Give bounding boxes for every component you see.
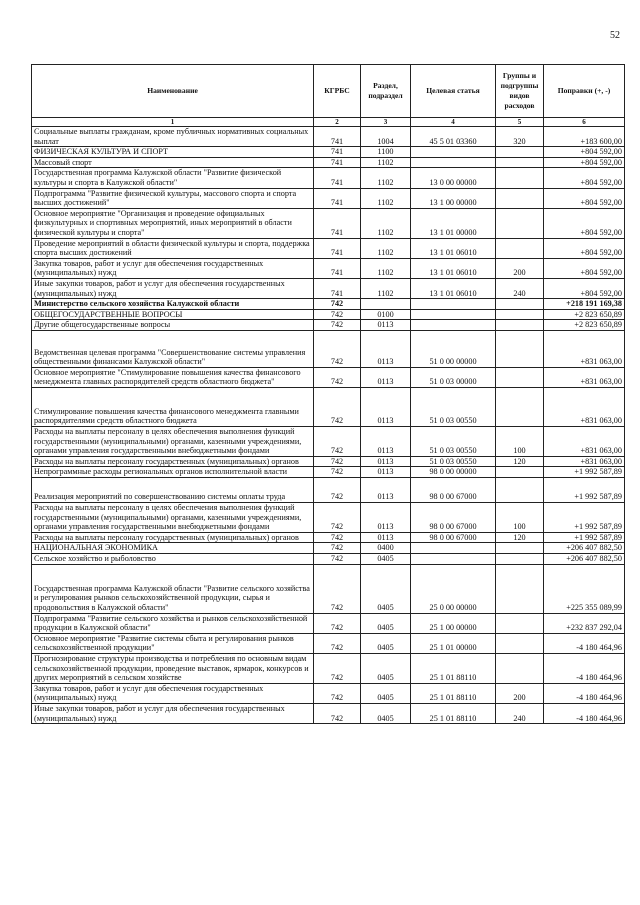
table-row — [32, 208, 625, 238]
column-number: 1 — [32, 118, 314, 127]
row-group-cell: 120 — [496, 532, 544, 543]
table-row — [32, 168, 625, 188]
row-name-cell: НАЦИОНАЛЬНАЯ ЭКОНОМИКА — [32, 543, 314, 554]
row-section-cell: 0113 — [361, 427, 411, 457]
row-name-cell: Расходы на выплаты персоналу в целях обеспечения выполнения функций государственными (муниципальными) органами, казенными учреждениями, органами управления государственными внебюджетными фондами — [32, 503, 314, 533]
row-amount-cell: +225 355 089,99 — [544, 564, 625, 613]
row-name-cell: ОБЩЕГОСУДАРСТВЕННЫЕ ВОПРОСЫ — [32, 309, 314, 320]
row-name-cell: Закупка товаров, работ и услуг для обеспечения государственных (муниципальных) нужд — [32, 258, 314, 278]
row-group-cell — [496, 188, 544, 208]
row-amount-cell: +804 592,00 — [544, 147, 625, 158]
row-amount-cell: -4 180 464,96 — [544, 633, 625, 653]
row-amount-cell: +804 592,00 — [544, 188, 625, 208]
row-name-cell: Проведение мероприятий в области физической культуры и спорта, поддержка спорта высших достижений — [32, 238, 314, 258]
row-group-cell — [496, 168, 544, 188]
row-target-cell: 51 0 03 00550 — [411, 427, 496, 457]
row-kgrbs-cell: 741 — [314, 238, 361, 258]
row-name-cell: Расходы на выплаты персоналу государственных (муниципальных) органов — [32, 456, 314, 467]
row-target-cell: 25 1 01 88110 — [411, 703, 496, 723]
table-row — [32, 188, 625, 208]
row-kgrbs-cell: 741 — [314, 127, 361, 147]
table-row — [32, 543, 625, 554]
row-amount-cell: +1 992 587,89 — [544, 478, 625, 503]
row-target-cell: 13 0 00 00000 — [411, 168, 496, 188]
row-kgrbs-cell: 741 — [314, 168, 361, 188]
row-name-cell: Реализация мероприятий по совершенствованию системы оплаты труда — [32, 478, 314, 503]
row-amount-cell: +804 592,00 — [544, 157, 625, 168]
row-name-cell: Подпрограмма "Развитие сельского хозяйства и рынков сельскохозяйственной продукции в Калужской области" — [32, 613, 314, 633]
row-kgrbs-cell: 741 — [314, 278, 361, 298]
row-amount-cell: +206 407 882,50 — [544, 543, 625, 554]
row-group-cell — [496, 330, 544, 367]
row-section-cell: 0113 — [361, 467, 411, 478]
row-amount-cell: +1 992 587,89 — [544, 503, 625, 533]
row-kgrbs-cell: 742 — [314, 543, 361, 554]
row-section-cell: 0405 — [361, 653, 411, 683]
row-group-cell — [496, 238, 544, 258]
row-name-cell: Иные закупки товаров, работ и услуг для обеспечения государственных (муниципальных) нужд — [32, 278, 314, 298]
page-number: 52 — [610, 30, 620, 41]
row-amount-cell: -4 180 464,96 — [544, 703, 625, 723]
row-group-cell — [496, 543, 544, 554]
row-kgrbs-cell: 742 — [314, 683, 361, 703]
table-row — [32, 367, 625, 387]
row-name-cell: Подпрограмма "Развитие физической культуры, массового спорта и спорта высших достижений" — [32, 188, 314, 208]
row-group-cell — [496, 478, 544, 503]
table-row — [32, 653, 625, 683]
row-target-cell: 51 0 03 00550 — [411, 456, 496, 467]
row-kgrbs-cell: 741 — [314, 258, 361, 278]
row-section-cell: 0405 — [361, 703, 411, 723]
table-row — [32, 478, 625, 503]
row-target-cell: 13 1 00 00000 — [411, 188, 496, 208]
row-target-cell — [411, 309, 496, 320]
row-name-cell: Социальные выплаты гражданам, кроме публичных нормативных социальных выплат — [32, 127, 314, 147]
row-target-cell: 13 1 01 06010 — [411, 258, 496, 278]
row-target-cell — [411, 320, 496, 331]
row-section-cell: 1102 — [361, 188, 411, 208]
table-row — [32, 299, 625, 310]
row-amount-cell: +804 592,00 — [544, 168, 625, 188]
row-group-cell — [496, 554, 544, 565]
row-section-cell: 0100 — [361, 309, 411, 320]
table-row — [32, 258, 625, 278]
row-target-cell: 25 0 00 00000 — [411, 564, 496, 613]
header-groups: Группы и подгруппы видов расходов — [496, 65, 544, 118]
header-amendments: Поправки (+, -) — [544, 65, 625, 118]
row-name-cell: Основное мероприятие "Организация и проведение официальных физкультурных и спортивных мероприятий, иных мероприятий в области физической культуры и спорта" — [32, 208, 314, 238]
table-row — [32, 613, 625, 633]
header-name: Наименование — [32, 65, 314, 118]
row-section-cell: 1102 — [361, 238, 411, 258]
table-row — [32, 456, 625, 467]
row-section-cell: 1004 — [361, 127, 411, 147]
table-row — [32, 467, 625, 478]
row-kgrbs-cell: 742 — [314, 633, 361, 653]
row-amount-cell: +831 063,00 — [544, 330, 625, 367]
row-kgrbs-cell: 742 — [314, 467, 361, 478]
row-target-cell — [411, 147, 496, 158]
row-name-cell: Другие общегосударственные вопросы — [32, 320, 314, 331]
row-section-cell: 0400 — [361, 543, 411, 554]
row-section-cell: 1102 — [361, 258, 411, 278]
row-group-cell — [496, 309, 544, 320]
row-amount-cell: +804 592,00 — [544, 258, 625, 278]
row-group-cell — [496, 467, 544, 478]
row-group-cell — [496, 208, 544, 238]
table-row — [32, 309, 625, 320]
row-group-cell — [496, 613, 544, 633]
row-name-cell: Непрограммные расходы региональных органов исполнительной власти — [32, 467, 314, 478]
row-amount-cell: -4 180 464,96 — [544, 683, 625, 703]
column-number: 4 — [411, 118, 496, 127]
row-kgrbs-cell: 741 — [314, 188, 361, 208]
row-kgrbs-cell: 742 — [314, 503, 361, 533]
row-amount-cell: +831 063,00 — [544, 456, 625, 467]
row-section-cell: 0113 — [361, 367, 411, 387]
row-name-cell: Прогнозирование структуры производства и потребления по основным видам сельскохозяйственной продукции, проведение выставок, ярмарок, конкурсов и других мероприятий в сельском хозяйстве — [32, 653, 314, 683]
row-target-cell: 98 0 00 00000 — [411, 467, 496, 478]
row-section-cell: 0113 — [361, 478, 411, 503]
row-target-cell — [411, 543, 496, 554]
table-row — [32, 238, 625, 258]
row-name-cell: Государственная программа Калужской области "Развитие физической культуры и спорта в Калужской области" — [32, 168, 314, 188]
row-name-cell: Министерство сельского хозяйства Калужской области — [32, 299, 314, 310]
row-group-cell — [496, 299, 544, 310]
row-kgrbs-cell: 742 — [314, 564, 361, 613]
row-target-cell: 45 5 01 03360 — [411, 127, 496, 147]
row-kgrbs-cell: 741 — [314, 147, 361, 158]
row-amount-cell: +183 600,00 — [544, 127, 625, 147]
row-group-cell — [496, 320, 544, 331]
row-name-cell: Государственная программа Калужской области "Развитие сельского хозяйства и регулирования рынков сельскохозяйственной продукции, сырья и продовольствия в Калужской области" — [32, 564, 314, 613]
row-target-cell: 13 1 01 06010 — [411, 238, 496, 258]
row-kgrbs-cell: 742 — [314, 388, 361, 427]
table-row — [32, 388, 625, 427]
row-amount-cell: +206 407 882,50 — [544, 554, 625, 565]
row-section-cell: 0113 — [361, 320, 411, 331]
row-kgrbs-cell: 742 — [314, 532, 361, 543]
row-target-cell: 13 1 01 00000 — [411, 208, 496, 238]
row-target-cell: 98 0 00 67000 — [411, 478, 496, 503]
row-name-cell: Ведомственная целевая программа "Совершенствование системы управления общественными финансами Калужской области" — [32, 330, 314, 367]
row-name-cell: Расходы на выплаты персоналу государственных (муниципальных) органов — [32, 532, 314, 543]
row-section-cell: 1102 — [361, 278, 411, 298]
table-row — [32, 330, 625, 367]
row-section-cell: 0405 — [361, 613, 411, 633]
row-target-cell — [411, 157, 496, 168]
table-row — [32, 503, 625, 533]
row-section-cell: 0113 — [361, 532, 411, 543]
column-number: 2 — [314, 118, 361, 127]
row-name-cell: ФИЗИЧЕСКАЯ КУЛЬТУРА И СПОРТ — [32, 147, 314, 158]
row-section-cell — [361, 299, 411, 310]
table-row — [32, 320, 625, 331]
row-group-cell — [496, 388, 544, 427]
row-section-cell: 0113 — [361, 456, 411, 467]
row-name-cell: Массовый спорт — [32, 157, 314, 168]
table-row — [32, 147, 625, 158]
row-section-cell: 0113 — [361, 388, 411, 427]
row-kgrbs-cell: 742 — [314, 554, 361, 565]
row-group-cell: 200 — [496, 258, 544, 278]
row-amount-cell: +2 823 650,89 — [544, 309, 625, 320]
table-row — [32, 564, 625, 613]
row-amount-cell: +804 592,00 — [544, 238, 625, 258]
row-name-cell: Закупка товаров, работ и услуг для обеспечения государственных (муниципальных) нужд — [32, 683, 314, 703]
row-name-cell: Стимулирование повышения качества финансового менеджмента главными распорядителями средств областного бюджета — [32, 388, 314, 427]
row-group-cell: 240 — [496, 278, 544, 298]
budget-amendments-table — [31, 64, 625, 724]
table-row — [32, 633, 625, 653]
row-name-cell: Основное мероприятие "Развитие системы сбыта и регулирования рынков сельскохозяйственной продукции" — [32, 633, 314, 653]
row-target-cell: 13 1 01 06010 — [411, 278, 496, 298]
table-row — [32, 427, 625, 457]
table-row — [32, 532, 625, 543]
row-amount-cell: +218 191 169,38 — [544, 299, 625, 310]
row-group-cell: 100 — [496, 503, 544, 533]
row-name-cell: Расходы на выплаты персоналу в целях обеспечения выполнения функций государственными (муниципальными) органами, казенными учреждениями, органами управления государственными внебюджетными фондами — [32, 427, 314, 457]
row-amount-cell: -4 180 464,96 — [544, 653, 625, 683]
column-number: 5 — [496, 118, 544, 127]
row-section-cell: 0113 — [361, 503, 411, 533]
row-group-cell — [496, 367, 544, 387]
header-target: Целевая статья — [411, 65, 496, 118]
row-target-cell: 51 0 03 00550 — [411, 388, 496, 427]
row-amount-cell: +804 592,00 — [544, 208, 625, 238]
row-kgrbs-cell: 742 — [314, 456, 361, 467]
row-group-cell — [496, 653, 544, 683]
row-section-cell: 0405 — [361, 683, 411, 703]
row-target-cell: 25 1 01 88110 — [411, 653, 496, 683]
column-number-row — [32, 118, 625, 127]
row-target-cell: 25 1 00 00000 — [411, 613, 496, 633]
row-target-cell: 98 0 00 67000 — [411, 503, 496, 533]
row-kgrbs-cell: 742 — [314, 653, 361, 683]
row-group-cell: 320 — [496, 127, 544, 147]
row-section-cell: 0405 — [361, 554, 411, 565]
row-section-cell: 1102 — [361, 168, 411, 188]
row-target-cell — [411, 554, 496, 565]
row-group-cell: 100 — [496, 427, 544, 457]
row-kgrbs-cell: 742 — [314, 613, 361, 633]
row-group-cell: 120 — [496, 456, 544, 467]
table-row — [32, 278, 625, 298]
row-group-cell — [496, 633, 544, 653]
row-amount-cell: +232 837 292,04 — [544, 613, 625, 633]
row-target-cell: 25 1 01 00000 — [411, 633, 496, 653]
row-name-cell: Основное мероприятие "Стимулирование повышения качества финансового менеджмента главных распорядителей средств областного бюджета" — [32, 367, 314, 387]
row-target-cell — [411, 299, 496, 310]
row-section-cell: 0405 — [361, 564, 411, 613]
row-kgrbs-cell: 742 — [314, 367, 361, 387]
row-target-cell: 51 0 00 00000 — [411, 330, 496, 367]
row-kgrbs-cell: 742 — [314, 478, 361, 503]
row-kgrbs-cell: 742 — [314, 427, 361, 457]
table-row — [32, 703, 625, 723]
row-kgrbs-cell: 742 — [314, 703, 361, 723]
header-section: Раздел, подраздел — [361, 65, 411, 118]
header-kgrbs: КГРБС — [314, 65, 361, 118]
column-number: 6 — [544, 118, 625, 127]
row-kgrbs-cell: 742 — [314, 330, 361, 367]
row-section-cell: 1102 — [361, 208, 411, 238]
row-amount-cell: +804 592,00 — [544, 278, 625, 298]
column-number: 3 — [361, 118, 411, 127]
row-amount-cell: +1 992 587,89 — [544, 532, 625, 543]
row-kgrbs-cell: 742 — [314, 299, 361, 310]
row-section-cell: 0113 — [361, 330, 411, 367]
row-amount-cell: +831 063,00 — [544, 367, 625, 387]
row-section-cell: 1102 — [361, 157, 411, 168]
row-amount-cell: +831 063,00 — [544, 427, 625, 457]
row-kgrbs-cell: 741 — [314, 157, 361, 168]
row-amount-cell: +831 063,00 — [544, 388, 625, 427]
row-name-cell: Иные закупки товаров, работ и услуг для обеспечения государственных (муниципальных) нужд — [32, 703, 314, 723]
row-section-cell: 0405 — [361, 633, 411, 653]
row-name-cell: Сельское хозяйство и рыболовство — [32, 554, 314, 565]
row-group-cell: 240 — [496, 703, 544, 723]
row-group-cell — [496, 564, 544, 613]
row-kgrbs-cell: 742 — [314, 309, 361, 320]
table-row — [32, 127, 625, 147]
row-target-cell: 98 0 00 67000 — [411, 532, 496, 543]
row-group-cell — [496, 157, 544, 168]
row-target-cell: 51 0 03 00000 — [411, 367, 496, 387]
row-kgrbs-cell: 742 — [314, 320, 361, 331]
table-row — [32, 157, 625, 168]
row-target-cell: 25 1 01 88110 — [411, 683, 496, 703]
row-section-cell: 1100 — [361, 147, 411, 158]
header-row — [32, 65, 625, 118]
row-group-cell: 200 — [496, 683, 544, 703]
row-amount-cell: +1 992 587,89 — [544, 467, 625, 478]
row-group-cell — [496, 147, 544, 158]
row-amount-cell: +2 823 650,89 — [544, 320, 625, 331]
row-kgrbs-cell: 741 — [314, 208, 361, 238]
table-row — [32, 683, 625, 703]
table-row — [32, 554, 625, 565]
